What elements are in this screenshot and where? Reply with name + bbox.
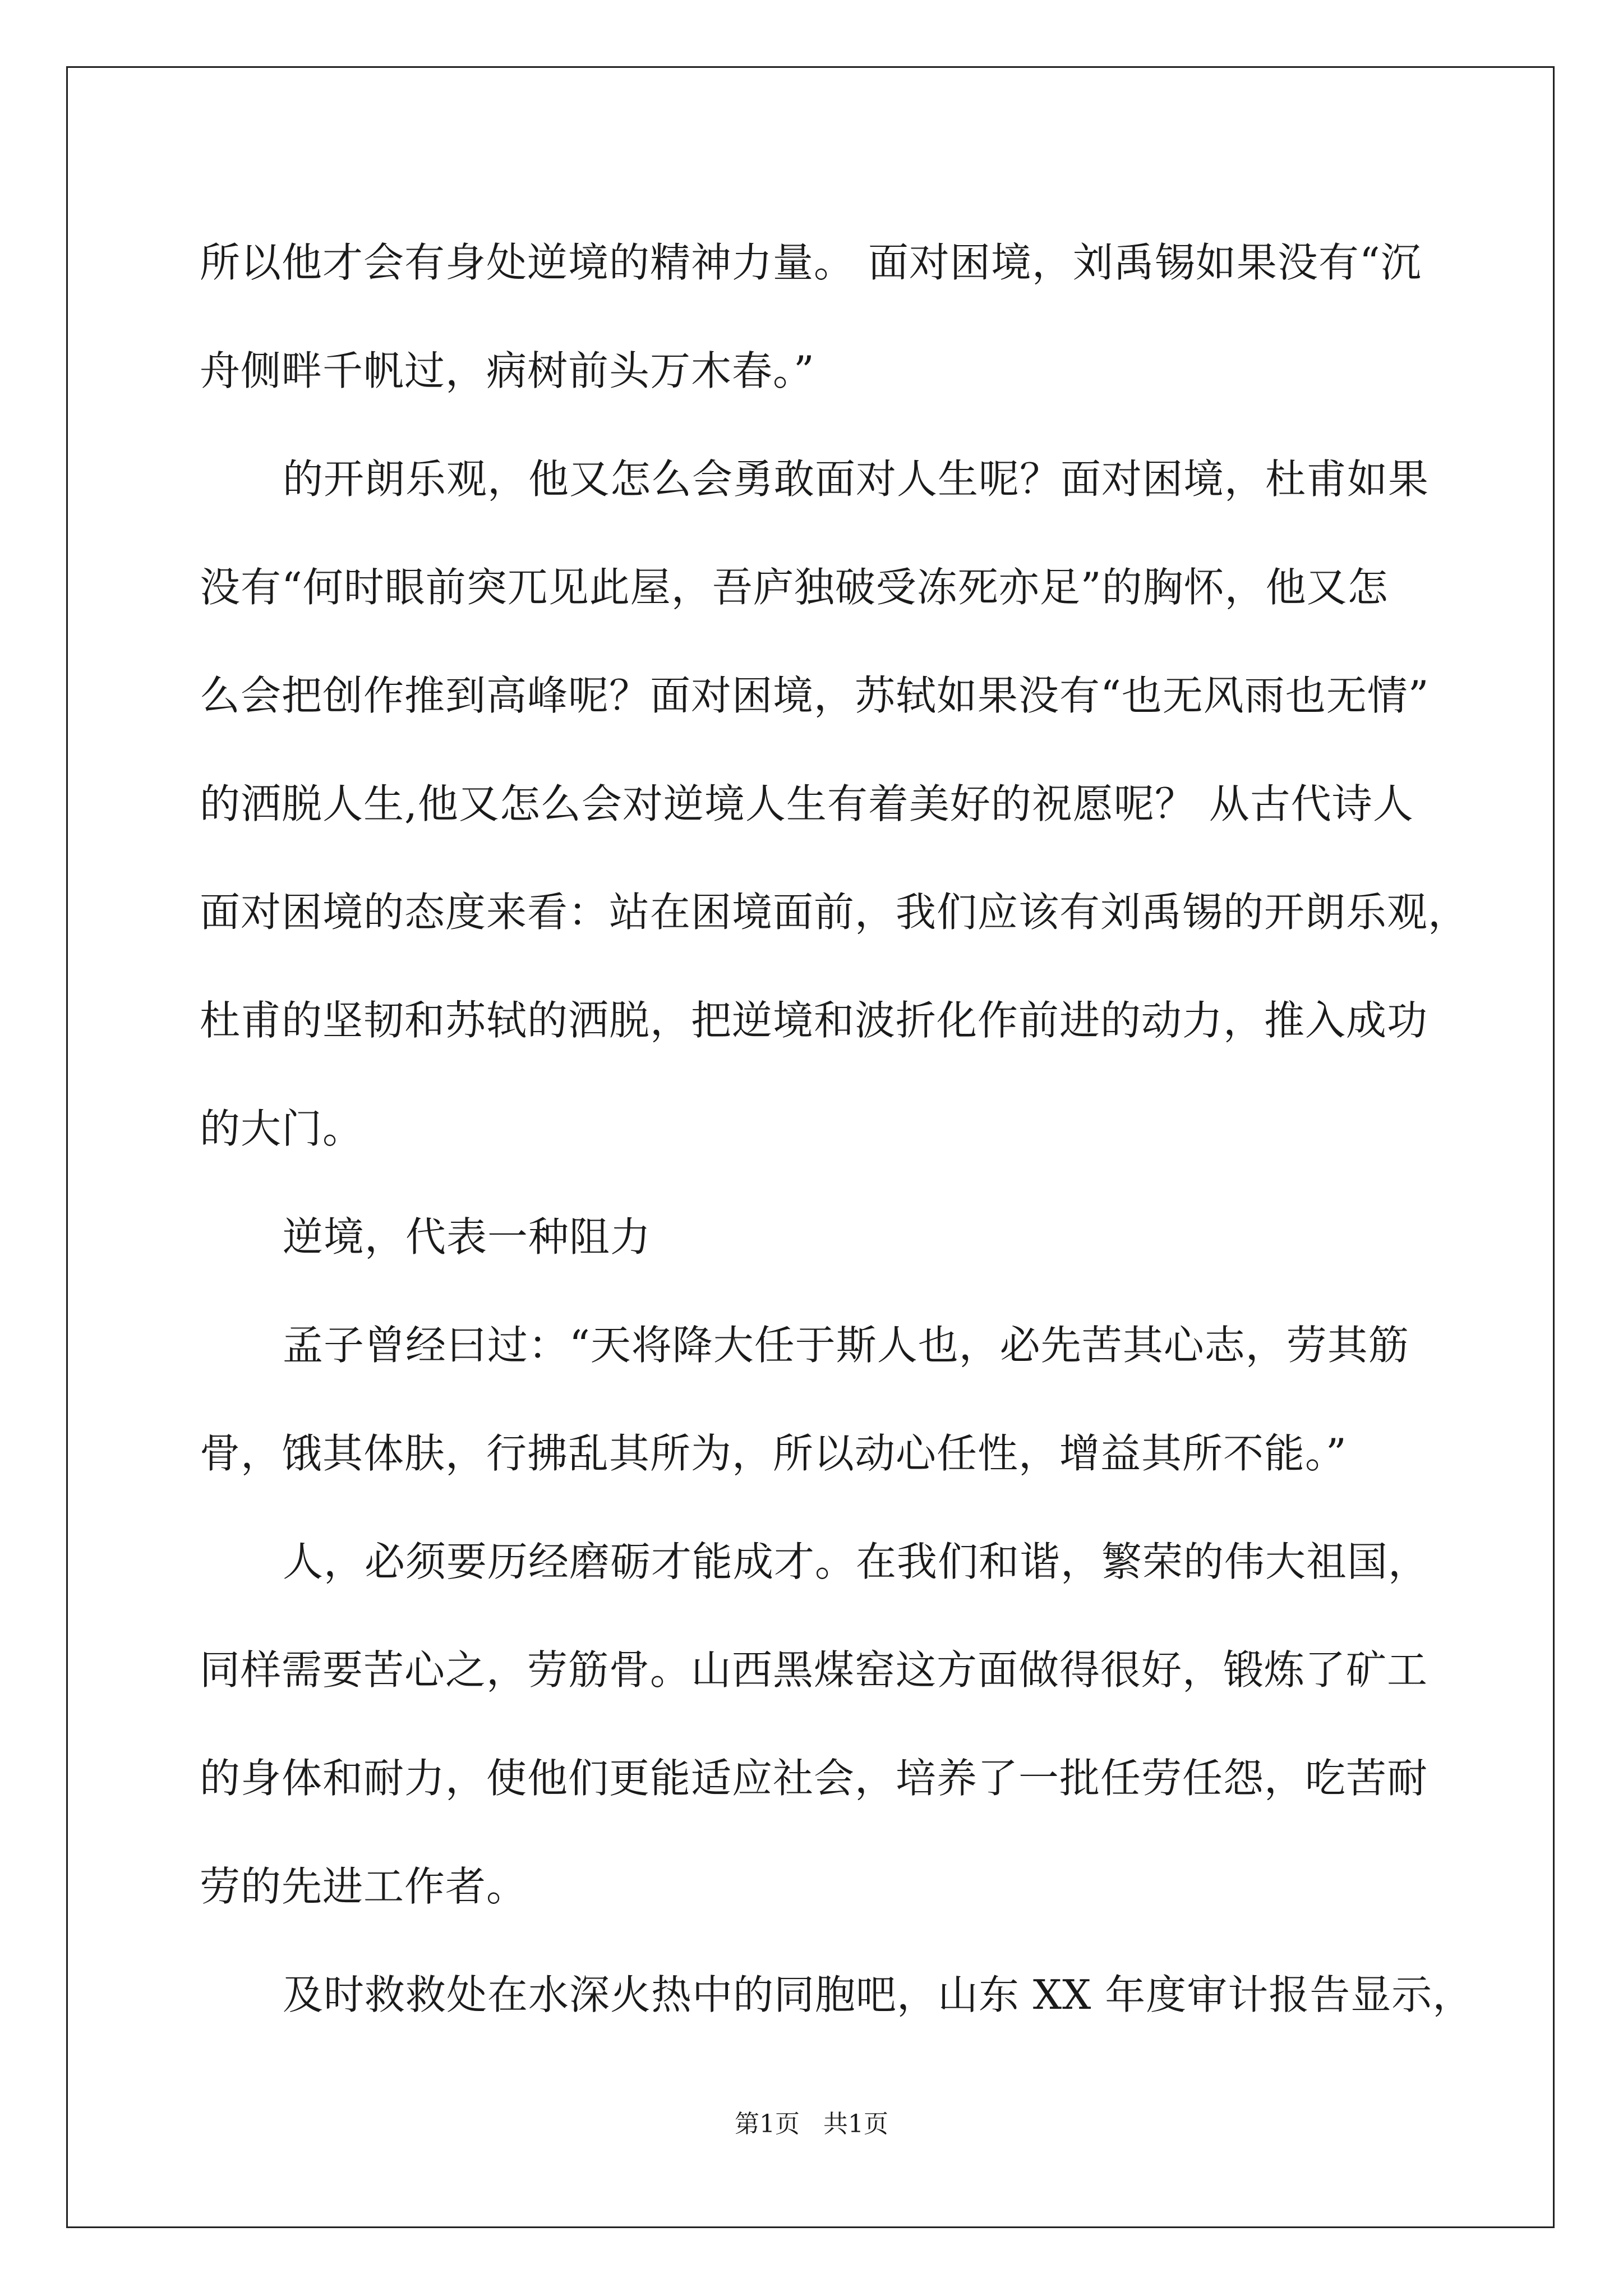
text-line: 的洒脱人生,他又怎么会对逆境人生有着美好的祝愿呢？ 从古代诗人 [200,780,1414,827]
text-line: 的身体和耐力，使他们更能适应社会，培养了一批任劳任怨，吃苦耐 [200,1755,1428,1802]
page-number: 第1页 共1页 [735,2110,888,2138]
text-line: 面对困境的态度来看：站在困境面前，我们应该有刘禹锡的开朗乐观， [200,889,1469,936]
text-line: 的大门。 [200,1105,364,1152]
page-footer [0,2104,1623,2139]
text-line: 同样需要苦心之，劳筋骨。山西黑煤窑这方面做得很好，锻炼了矿工 [200,1646,1428,1694]
text-line: 人，必须要历经磨砺才能成才。在我们和谐，繁荣的伟大祖国， [283,1538,1430,1585]
section-heading: 逆境，代表一种阻力 [283,1213,652,1260]
text-line: 舟侧畔千帆过，病树前头万木春。” [200,347,815,394]
document-body [200,209,1474,2049]
text-line: 及时救救处在水深火热中的同胞吧，山东 XX 年度审计报告显示， [283,1971,1474,2018]
text-line: 杜甫的坚韧和苏轼的洒脱，把逆境和波折化作前进的动力，推入成功 [200,997,1428,1044]
text-line: 所以他才会有身处逆境的精神力量。 面对困境，刘禹锡如果没有“沉 [200,239,1422,286]
text-line: 孟子曾经曰过：“天将降大任于斯人也，必先苦其心志，劳其筋 [283,1322,1409,1369]
text-line: 骨，饿其体肤，行拂乱其所为，所以动心任性，增益其所不能。” [200,1430,1347,1477]
text-line: 的开朗乐观，他又怎么会勇敢面对人生呢？面对困境，杜甫如果 [283,455,1430,503]
text-line: 没有“何时眼前突兀见此屋，吾庐独破受冻死亦足”的胸怀，他又怎 [200,564,1389,611]
text-line: 么会把创作推到高峰呢？面对困境，苏轼如果没有“也无风雨也无情” [200,672,1430,719]
text-line: 劳的先进工作者。 [200,1863,528,1910]
